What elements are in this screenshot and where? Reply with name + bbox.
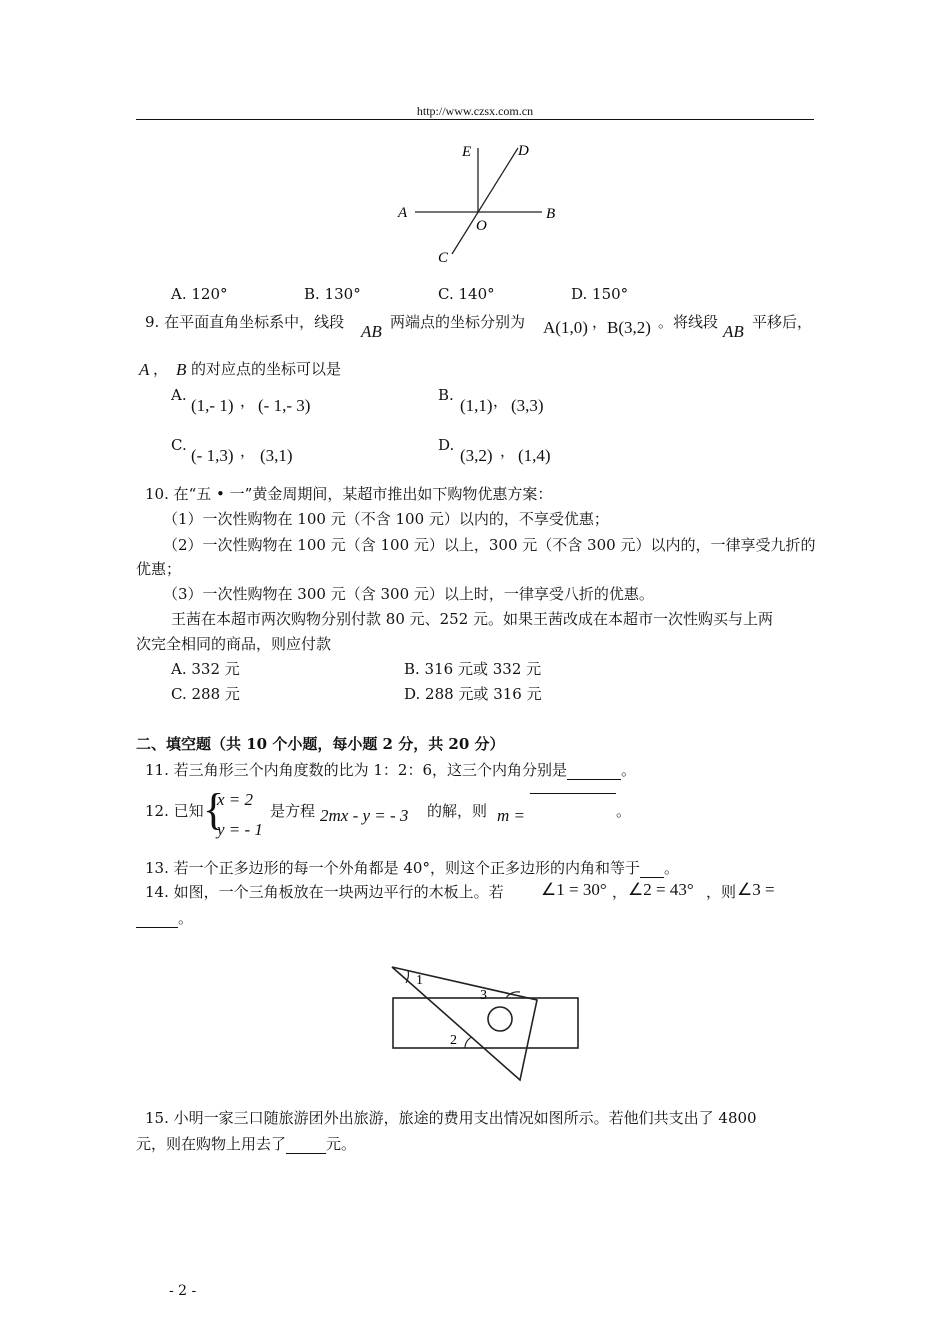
line-cd bbox=[452, 148, 518, 254]
q14-answer bbox=[136, 907, 193, 928]
q10-story-1: 王茜在本超市两次购物分别付款 80 元、252 元。如果王茜改成在本超市一次性购买与上两 bbox=[171, 610, 774, 628]
q13-end: 。 bbox=[663, 859, 679, 877]
q9-option-a-p2: (- 1,- 3) bbox=[258, 396, 311, 415]
q9-stem-end: 平移后， bbox=[752, 313, 813, 331]
q11-stem: 11. 若三角形三个内角度数的比为 1：2：6，这三个内角分别是 bbox=[145, 761, 568, 779]
header-url: http://www.czsx.com.cn bbox=[416, 104, 534, 118]
q9-seg-ab-2: AB bbox=[723, 322, 744, 341]
label-d: D bbox=[518, 143, 529, 159]
label-b: B bbox=[546, 206, 556, 222]
q12-eq-1: x = 2 bbox=[217, 790, 254, 809]
q14-angle-2: ∠2 = 43° bbox=[628, 880, 694, 899]
q10-stem: 10. 在“五 • 一”黄金周期间，某超市推出如下购物优惠方案： bbox=[145, 485, 553, 503]
label-angle-2: 2 bbox=[450, 1033, 457, 1048]
q13-text bbox=[145, 857, 679, 878]
figure-q8-lines bbox=[390, 138, 570, 268]
q12-brace: { bbox=[203, 785, 225, 834]
q10-option-b: B. 316 元或 332 元 bbox=[404, 660, 542, 678]
label-c: C bbox=[438, 250, 449, 266]
q9-option-d-p1: (3,2) bbox=[460, 446, 493, 465]
angle-2-arc bbox=[465, 1037, 472, 1048]
q10-story-2: 次完全相同的商品，则应付款 bbox=[136, 635, 332, 653]
q13-answer-blank bbox=[640, 859, 664, 878]
section-2-title: 二、填空题（共 10 个小题，每小题 2 分，共 20 分） bbox=[136, 735, 505, 753]
label-e: E bbox=[462, 144, 472, 160]
q14-angle-3: ∠3 = bbox=[737, 880, 775, 899]
q9-point-a: A(1,0) bbox=[543, 318, 588, 337]
q10-option-d: D. 288 元或 316 元 bbox=[404, 685, 542, 703]
q9-option-d-p2: (1,4) bbox=[518, 446, 551, 465]
q9-option-d-sep: ， bbox=[500, 442, 516, 460]
q14-sep: ， bbox=[612, 883, 628, 901]
q9-option-c-p2: (3,1) bbox=[260, 446, 293, 465]
q14-stem: 14. 如图，一个三角板放在一块两边平行的木板上。若 bbox=[145, 883, 504, 901]
q12-mid: 是方程 bbox=[270, 802, 316, 820]
label-a: A bbox=[398, 205, 408, 221]
q9-option-c-letter: C. bbox=[171, 436, 187, 454]
q9-line2-text: 的对应点的坐标可以是 bbox=[191, 360, 342, 378]
q10-rule-2a: （2）一次性购物在 100 元（含 100 元）以上，300 元（不含 300 元）以内的，一律享受九折的 bbox=[163, 536, 816, 554]
q8-option-b: B. 130° bbox=[304, 285, 361, 303]
q10-option-a: A. 332 元 bbox=[171, 660, 240, 678]
q9-point-b: B(3,2) bbox=[607, 318, 651, 337]
q12-prefix: 12. 已知 bbox=[145, 802, 204, 820]
q12-mid2: 的解，则 bbox=[427, 802, 488, 820]
q8-option-a: A. 120° bbox=[171, 285, 228, 303]
q9-option-a-letter: A. bbox=[171, 386, 187, 404]
q11-text bbox=[145, 759, 636, 780]
q9-option-a-sep: ， bbox=[240, 392, 256, 410]
q9-line2-a: A bbox=[139, 360, 150, 379]
q12-answer bbox=[530, 800, 631, 821]
q8-option-d: D. 150° bbox=[571, 285, 629, 303]
q9-sep: ， bbox=[592, 313, 608, 331]
triangle-ruler bbox=[392, 967, 537, 1080]
q9-option-c-sep: ， bbox=[240, 442, 256, 460]
q10-rule-3: （3）一次性购物在 300 元（含 300 元）以上时，一律享受八折的优惠。 bbox=[163, 585, 654, 603]
q9-stem-prefix: 9. 在平面直角坐标系中，线段 bbox=[145, 313, 345, 331]
q12-eq-2: y = - 1 bbox=[217, 820, 263, 839]
q10-option-c: C. 288 元 bbox=[171, 685, 240, 703]
q9-line2-sep: ， bbox=[153, 360, 169, 378]
q14-answer-blank bbox=[136, 909, 178, 928]
q9-option-b-letter: B. bbox=[438, 386, 454, 404]
q9-stem-mid2: 。将线段 bbox=[658, 313, 719, 331]
label-angle-1: 1 bbox=[416, 973, 423, 988]
q9-stem-mid: 两端点的坐标分别为 bbox=[390, 313, 526, 331]
q15-line-2-end: 元。 bbox=[326, 1135, 357, 1153]
q11-answer-blank bbox=[567, 761, 621, 780]
q9-option-b-p1: (1,1) bbox=[460, 396, 493, 415]
q15-line-2-prefix: 元，则在购物上用去了 bbox=[136, 1135, 287, 1153]
q15-line-2 bbox=[136, 1133, 356, 1154]
q9-option-c-p1: (- 1,3) bbox=[191, 446, 234, 465]
triangle-hole bbox=[488, 1007, 512, 1031]
header-divider bbox=[136, 119, 814, 120]
q9-option-a-p1: (1,- 1) bbox=[191, 396, 234, 415]
q12-end: 。 bbox=[616, 802, 632, 820]
label-o: O bbox=[476, 218, 487, 234]
figure-q14 bbox=[380, 955, 590, 1085]
q12-m: m = bbox=[497, 806, 525, 825]
label-angle-3: 3 bbox=[480, 988, 487, 1003]
q9-option-b-p2: (3,3) bbox=[511, 396, 544, 415]
wooden-board bbox=[393, 998, 578, 1048]
q15-line-1: 15. 小明一家三口随旅游团外出旅游，旅途的费用支出情况如图所示。若他们共支出了 4800 bbox=[145, 1109, 757, 1127]
q14-then: ，则 bbox=[706, 883, 737, 901]
q11-end: 。 bbox=[621, 761, 637, 779]
q14-angle-1: ∠1 = 30° bbox=[541, 880, 607, 899]
q12-answer-blank bbox=[530, 793, 616, 812]
q15-answer-blank bbox=[286, 1135, 326, 1154]
q14-end: 。 bbox=[178, 909, 194, 927]
q9-seg-ab: AB bbox=[361, 322, 382, 341]
q9-line2-b: B bbox=[176, 360, 187, 379]
q13-stem: 13. 若一个正多边形的每一个外角都是 40°，则这个正多边形的内角和等于 bbox=[145, 859, 640, 877]
q8-option-c: C. 140° bbox=[438, 285, 495, 303]
q12-equation: 2mx - y = - 3 bbox=[320, 806, 409, 825]
q9-option-d-letter: D. bbox=[438, 436, 455, 454]
page-number: - 2 - bbox=[169, 1283, 197, 1299]
q10-rule-1: （1）一次性购物在 100 元（不含 100 元）以内的，不享受优惠； bbox=[163, 510, 609, 528]
q10-rule-2b: 优惠； bbox=[136, 560, 182, 578]
q9-option-b-sep: ， bbox=[493, 392, 509, 410]
